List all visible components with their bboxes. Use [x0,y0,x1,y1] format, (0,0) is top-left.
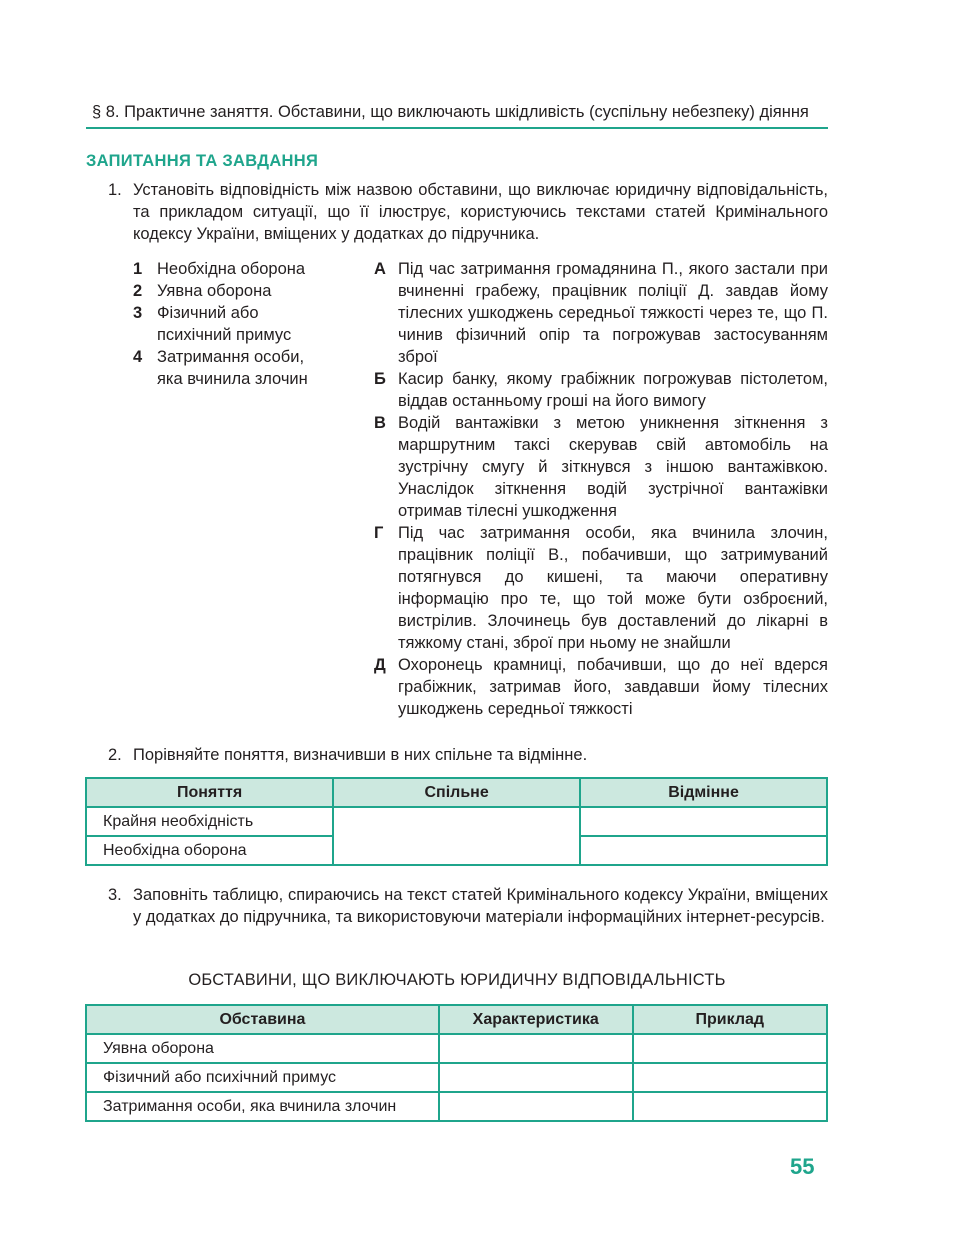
matching-left-item [133,258,333,280]
item-text: Необхідна оборона [157,260,306,278]
common-cell[interactable] [333,807,580,865]
section-title: ЗАПИТАННЯ ТА ЗАВДАННЯ [86,152,319,170]
task-3 [108,884,828,928]
task-1-text: Установіть відповідність між назвою обставини, що виключає юридичну відповідальність, та прикладом ситуації, що її ілюструє, користуючись текстами статей Кримінального кодексу України, вміщених у додатках до підручника. [133,181,828,243]
characteristic-cell[interactable] [439,1034,633,1063]
item-text: Фізичний або психічний примус [157,304,292,344]
table-row [86,1063,827,1092]
item-number: 4 [133,348,143,366]
item-text: Водій вантажівки з метою уникнення зіткнення з маршрутним таксі скерував свій автомобіль на зустрічну смугу й зіткнувся з іншою вантажівкою. Унаслідок зіткнення водій зустрічної вантажівки отримав тілесні ушкодження [398,414,828,520]
item-number: 3 [133,304,143,322]
item-letter: В [374,414,386,432]
item-text: Касир банку, якому грабіжник погрожував пістолетом, віддав останньому гроші на його вимогу [398,370,828,410]
running-header: § 8. Практичне заняття. Обставини, що виключають шкідливість (суспільну небезпеку) діяння [92,103,809,121]
table-header: Відмінне [580,778,827,807]
item-letter: А [374,260,386,278]
table-cell: Фізичний або психічний примус [86,1063,439,1092]
item-number: 2 [133,282,143,300]
task-1-number: 1. [108,181,122,199]
table-cell: Крайня необхідність [86,807,333,836]
task-1 [108,179,828,245]
header-divider [86,127,828,129]
matching-right-item [374,654,828,720]
table-row [86,807,827,836]
table-row [86,1034,827,1063]
page-number: 55 [790,1154,815,1179]
table-header: Поняття [86,778,333,807]
difference-cell[interactable] [580,836,827,865]
table-header: Приклад [633,1005,827,1034]
characteristic-cell[interactable] [439,1092,633,1121]
item-number: 1 [133,260,143,278]
table-header: Обставина [86,1005,439,1034]
matching-right-item [374,522,828,654]
example-cell[interactable] [633,1063,827,1092]
item-letter: Д [374,656,386,674]
comparison-table [85,777,828,866]
matching-left-item [133,302,328,346]
item-text: Уявна оборона [157,282,272,300]
matching-left-item [133,346,333,390]
table-cell: Необхідна оборона [86,836,333,865]
table-cell: Затримання особи, яка вчинила злочин [86,1092,439,1121]
matching-right-item [374,258,828,368]
circumstances-table [85,1004,828,1122]
table-header: Характеристика [439,1005,633,1034]
table-row [86,1092,827,1121]
matching-right-item [374,412,828,522]
matching-right-item [374,368,828,412]
table-cell: Уявна оборона [86,1034,439,1063]
task-2 [108,744,828,766]
item-text: Під час затримання особи, яка вчинила злочин, працівник поліції В., побачивши, що затримуваний потягнувся до кишені, та маючи оперативну інформацію про те, що той може бути озброєний, вистрілив. Злочинець був доставлений до лікарні в тяжкому стані, зброї при ньому не знайшли [398,524,828,652]
item-text: Під час затримання громадянина П., якого застали при вчиненні грабежу, працівник поліції Д. завдав йому тілесних ушкоджень середньої тяжкості через те, що П. чинив фізичний опір та погрожував застосуванням зброї [398,260,828,366]
task-2-text: Порівняйте поняття, визначивши в них спільне та відмінне. [133,746,588,764]
task-2-number: 2. [108,746,122,764]
task-3-number: 3. [108,886,122,904]
difference-cell[interactable] [580,807,827,836]
example-cell[interactable] [633,1092,827,1121]
item-text: Охоронець крамниці, побачивши, що до неї вдерся грабіжник, затримав його, завдавши йому тілесних ушкоджень середньої тяжкості [398,656,828,718]
characteristic-cell[interactable] [439,1063,633,1092]
table-header: Спільне [333,778,580,807]
table-title: ОБСТАВИНИ, ЩО ВИКЛЮЧАЮТЬ ЮРИДИЧНУ ВІДПОВІДАЛЬНІСТЬ [188,971,726,989]
item-letter: Г [374,524,384,542]
task-3-text: Заповніть таблицю, спираючись на текст статей Кримінального кодексу України, вміщених у додатках до підручника, та використовуючи матеріали інформаційних інтернет-ресурсів. [133,886,828,926]
example-cell[interactable] [633,1034,827,1063]
item-text: Затримання особи, яка вчинила злочин [157,348,308,388]
item-letter: Б [374,370,386,388]
matching-left-item [133,280,333,302]
